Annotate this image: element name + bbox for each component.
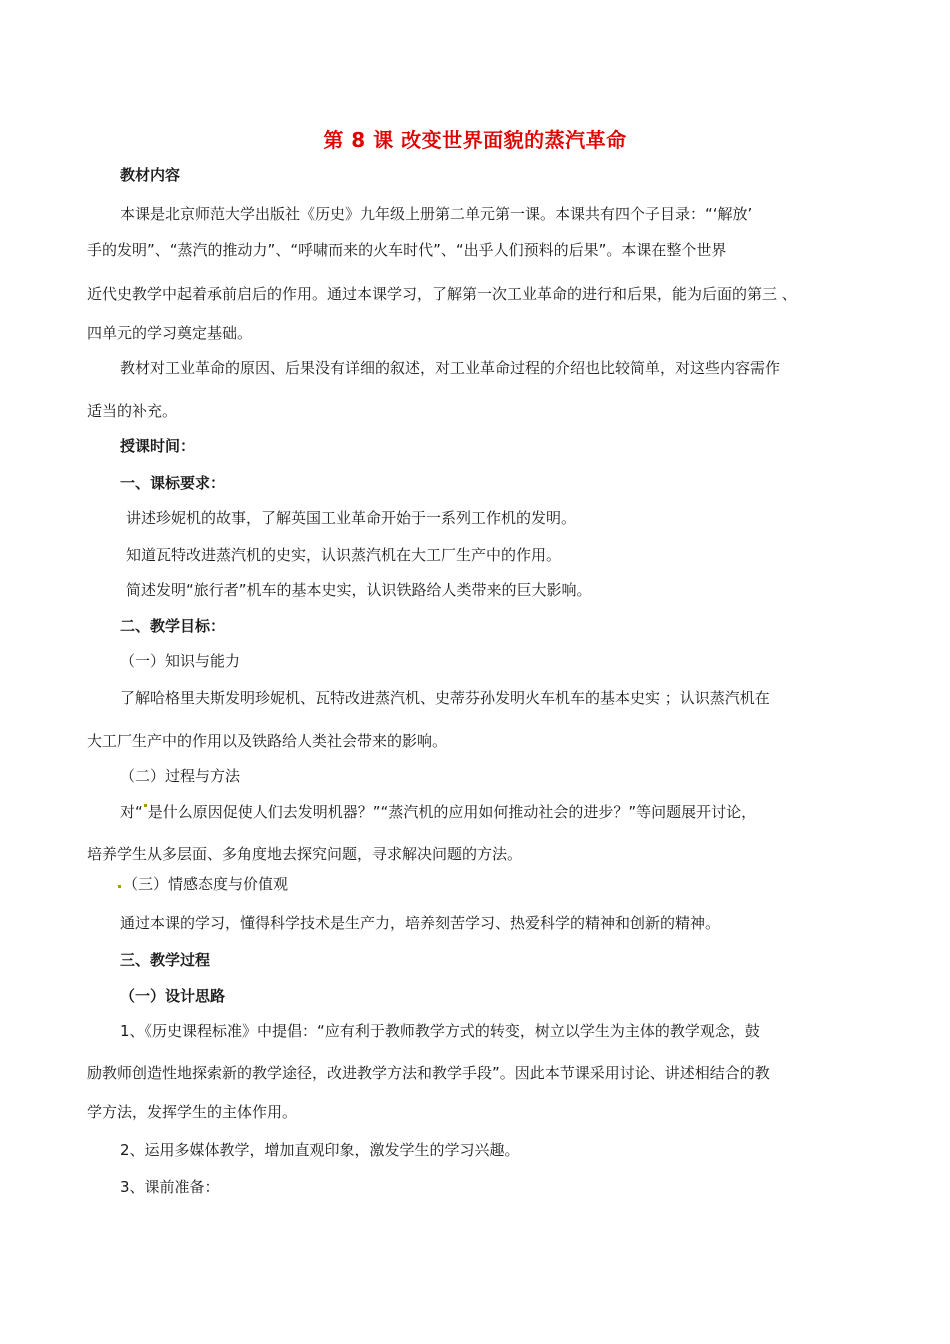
mark-dot	[118, 885, 121, 888]
paragraph-line: 大工厂生产中的作用以及铁路给人类社会带来的影响。	[87, 732, 448, 750]
paragraph-line: 了解哈格里夫斯发明珍妮机、瓦特改进蒸汽机、史蒂芬孙发明火车机车的基本史实 ；认识蒸汽机在	[120, 689, 770, 707]
materials-heading: 教材内容	[120, 166, 181, 184]
standard-item: 讲述珍妮机的故事，了解英国工业革命开始于一系列工作机的发明。	[126, 509, 577, 527]
lesson-title: 第 8 课 改变世界面貌的蒸汽革命	[323, 128, 627, 152]
quote-open: 对“	[120, 803, 143, 821]
section-heading-process: 三、教学过程	[120, 951, 211, 969]
paragraph-line: 适当的补充。	[87, 402, 178, 420]
paragraph-line: 通过本课的学习，懂得科学技术是生产力，培养刻苦学习、热爱科学的精神和创新的精神。	[120, 914, 721, 932]
standard-item: 简述发明“旅行者”机车的基本史实，认识铁路给人类带来的巨大影响。	[126, 581, 592, 599]
mark-dot	[144, 804, 147, 807]
paragraph-line: 3、课前准备：	[120, 1178, 220, 1196]
subheading-text: （三）情感态度与价值观	[123, 875, 289, 893]
paragraph-text: 是什么原因促使人们去发明机器？”“蒸汽机的应用如何推动社会的进步？”等问题展开讨论，	[147, 803, 757, 821]
paragraph-line: 1、《历史课程标准》中提倡：“应有利于教师教学方式的转变，树立以学生为主体的教学观念，鼓	[120, 1022, 760, 1040]
paragraph-line: 教材对工业革命的原因、后果没有详细的叙述，对工业革命过程的介绍也比较简单，对这些内容需作	[120, 359, 781, 377]
subheading: （一）设计思路	[120, 987, 226, 1005]
subheading	[118, 874, 288, 894]
paragraph-line	[120, 802, 756, 822]
paragraph-line: 学方法，发挥学生的主体作用。	[87, 1103, 298, 1121]
time-heading: 授课时间：	[120, 437, 196, 455]
paragraph-line: 2、运用多媒体教学，增加直观印象，激发学生的学习兴趣。	[120, 1141, 520, 1159]
subheading: （二）过程与方法	[120, 767, 241, 785]
standard-item: 知道瓦特改进蒸汽机的史实，认识蒸汽机在大工厂生产中的作用。	[126, 546, 562, 564]
section-heading-objectives: 二、教学目标：	[120, 617, 226, 635]
subheading: （一）知识与能力	[120, 652, 241, 670]
paragraph-line: 励教师创造性地探索新的教学途径，改进教学方法和教学手段”。因此本节课采用讨论、讲述相结合的教	[87, 1064, 770, 1082]
section-heading-standards: 一、课标要求：	[120, 474, 226, 492]
paragraph-line: 四单元的学习奠定基础。	[87, 324, 253, 342]
paragraph-line: 近代史教学中起着承前启后的作用。通过本课学习，了解第一次工业革命的进行和后果，能为后面的第三 、	[87, 285, 797, 303]
paragraph-line: 本课是北京师范大学出版社《历史》九年级上册第二单元第一课。本课共有四个子目录：“‘解放’	[120, 205, 753, 223]
paragraph-line: 培养学生从多层面、多角度地去探究问题，寻求解决问题的方法。	[87, 845, 523, 863]
paragraph-line: 手的发明”、“蒸汽的推动力”、“呼啸而来的火车时代”、“出乎人们预料的后果”。本课在整个世界	[87, 241, 727, 259]
